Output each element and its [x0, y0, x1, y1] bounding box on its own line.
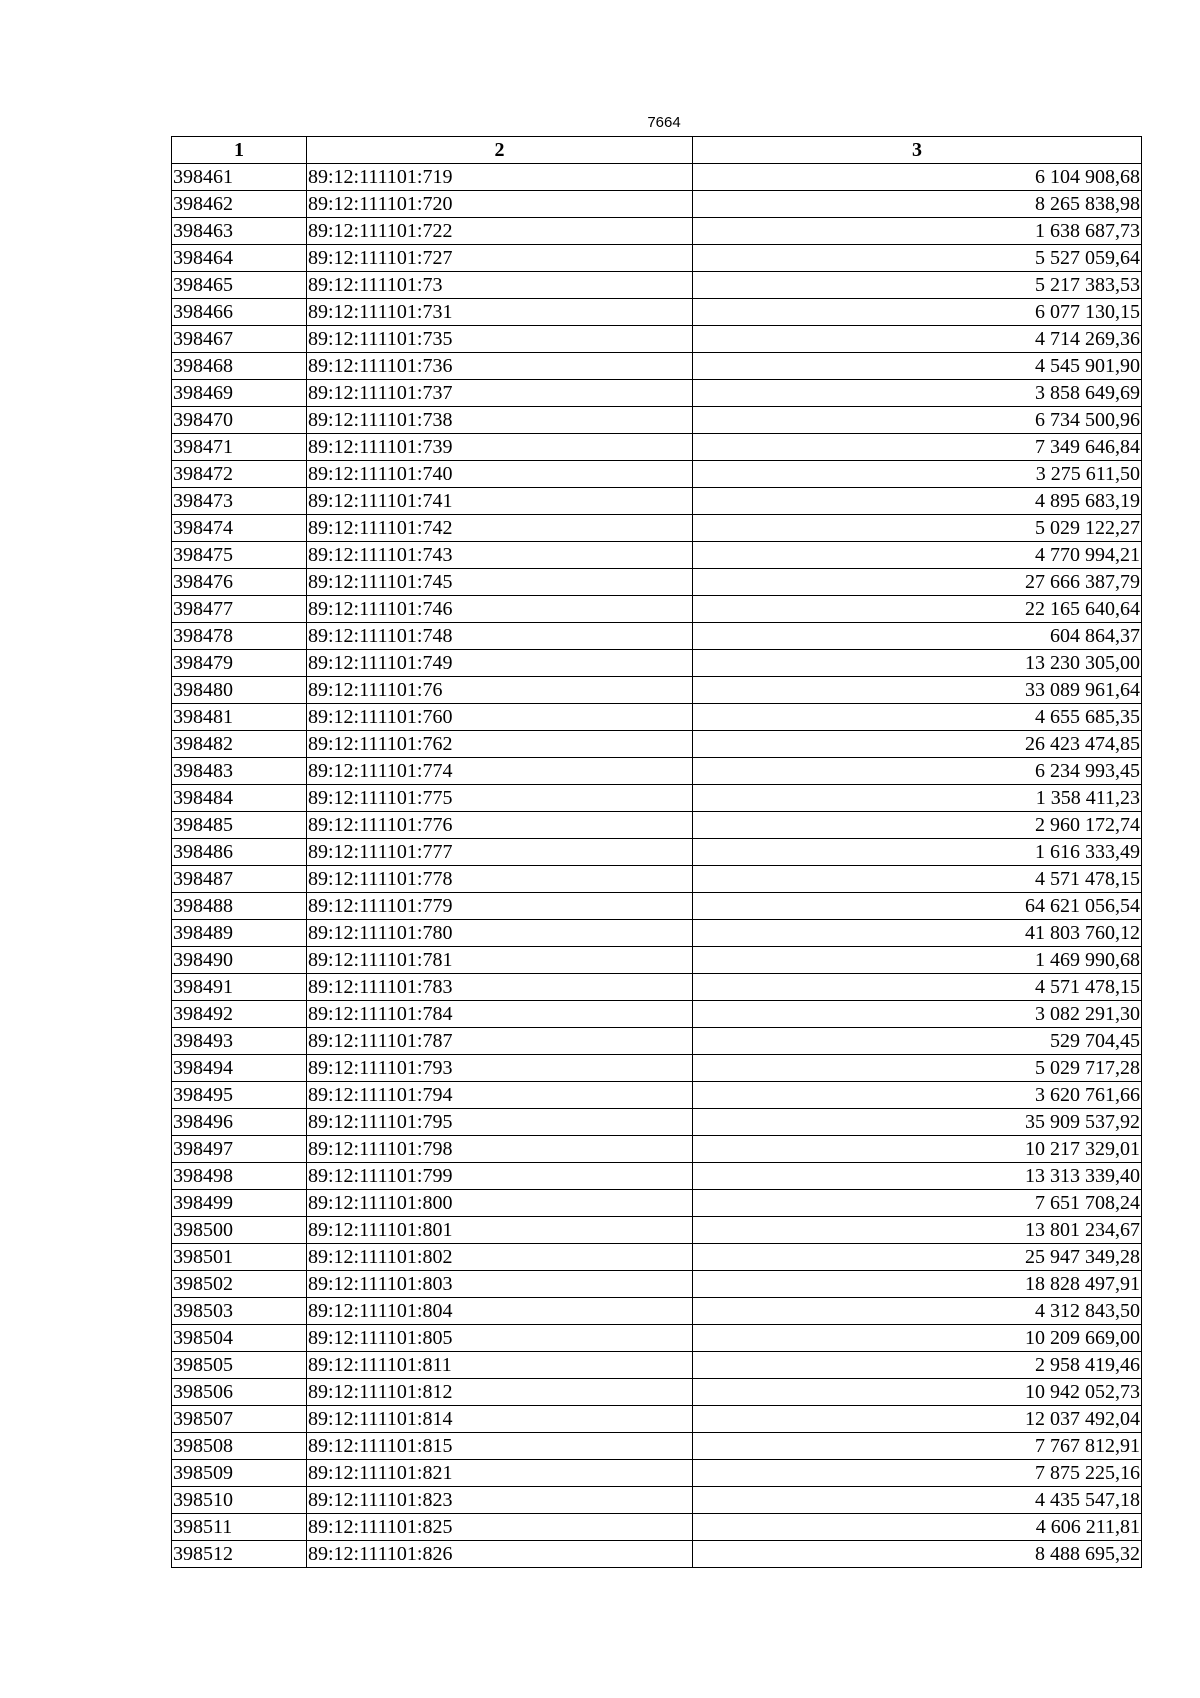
row-number-cell: 398467 — [172, 326, 307, 353]
cadastral-number-cell: 89:12:111101:719 — [307, 164, 693, 191]
table-row — [172, 542, 1142, 569]
cadastral-number-cell: 89:12:111101:825 — [307, 1514, 693, 1541]
cadastral-number-cell: 89:12:111101:795 — [307, 1109, 693, 1136]
table-row — [172, 947, 1142, 974]
table-row — [172, 677, 1142, 704]
cadastral-number-cell: 89:12:111101:801 — [307, 1217, 693, 1244]
value-cell: 18 828 497,91 — [693, 1271, 1142, 1298]
table-row — [172, 731, 1142, 758]
table-row — [172, 812, 1142, 839]
row-number-cell: 398509 — [172, 1460, 307, 1487]
table-row — [172, 785, 1142, 812]
table-row — [172, 1460, 1142, 1487]
table-row — [172, 569, 1142, 596]
row-number-cell: 398500 — [172, 1217, 307, 1244]
cadastral-number-cell: 89:12:111101:737 — [307, 380, 693, 407]
row-number-cell: 398510 — [172, 1487, 307, 1514]
cadastral-number-cell: 89:12:111101:823 — [307, 1487, 693, 1514]
row-number-cell: 398493 — [172, 1028, 307, 1055]
table-row — [172, 407, 1142, 434]
value-cell: 4 545 901,90 — [693, 353, 1142, 380]
row-number-cell: 398461 — [172, 164, 307, 191]
cadastral-number-cell: 89:12:111101:804 — [307, 1298, 693, 1325]
row-number-cell: 398485 — [172, 812, 307, 839]
row-number-cell: 398481 — [172, 704, 307, 731]
cadastral-number-cell: 89:12:111101:812 — [307, 1379, 693, 1406]
table-row — [172, 191, 1142, 218]
row-number-cell: 398504 — [172, 1325, 307, 1352]
cadastral-number-cell: 89:12:111101:803 — [307, 1271, 693, 1298]
column-header-2: 2 — [307, 137, 693, 164]
cadastral-number-cell: 89:12:111101:722 — [307, 218, 693, 245]
row-number-cell: 398490 — [172, 947, 307, 974]
value-cell: 5 029 717,28 — [693, 1055, 1142, 1082]
row-number-cell: 398491 — [172, 974, 307, 1001]
cadastral-number-cell: 89:12:111101:800 — [307, 1190, 693, 1217]
cadastral-number-cell: 89:12:111101:76 — [307, 677, 693, 704]
table-row — [172, 893, 1142, 920]
value-cell: 25 947 349,28 — [693, 1244, 1142, 1271]
table-row — [172, 623, 1142, 650]
value-cell: 4 571 478,15 — [693, 866, 1142, 893]
table-row — [172, 218, 1142, 245]
cadastral-number-cell: 89:12:111101:745 — [307, 569, 693, 596]
value-cell: 1 638 687,73 — [693, 218, 1142, 245]
value-cell: 7 875 225,16 — [693, 1460, 1142, 1487]
cadastral-number-cell: 89:12:111101:780 — [307, 920, 693, 947]
value-cell: 12 037 492,04 — [693, 1406, 1142, 1433]
value-cell: 27 666 387,79 — [693, 569, 1142, 596]
value-cell: 1 616 333,49 — [693, 839, 1142, 866]
row-number-cell: 398488 — [172, 893, 307, 920]
value-cell: 7 767 812,91 — [693, 1433, 1142, 1460]
table-row — [172, 1541, 1142, 1568]
table-row — [172, 1217, 1142, 1244]
registry-table — [171, 136, 1142, 1568]
cadastral-number-cell: 89:12:111101:799 — [307, 1163, 693, 1190]
value-cell: 4 571 478,15 — [693, 974, 1142, 1001]
value-cell: 22 165 640,64 — [693, 596, 1142, 623]
value-cell: 1 469 990,68 — [693, 947, 1142, 974]
table-row — [172, 164, 1142, 191]
cadastral-number-cell: 89:12:111101:743 — [307, 542, 693, 569]
value-cell: 64 621 056,54 — [693, 893, 1142, 920]
value-cell: 13 801 234,67 — [693, 1217, 1142, 1244]
value-cell: 10 217 329,01 — [693, 1136, 1142, 1163]
row-number-cell: 398477 — [172, 596, 307, 623]
cadastral-number-cell: 89:12:111101:774 — [307, 758, 693, 785]
table-row — [172, 1244, 1142, 1271]
row-number-cell: 398503 — [172, 1298, 307, 1325]
cadastral-number-cell: 89:12:111101:811 — [307, 1352, 693, 1379]
page-number: 7664 — [647, 114, 681, 131]
value-cell: 2 960 172,74 — [693, 812, 1142, 839]
value-cell: 41 803 760,12 — [693, 920, 1142, 947]
cadastral-number-cell: 89:12:111101:821 — [307, 1460, 693, 1487]
cadastral-number-cell: 89:12:111101:798 — [307, 1136, 693, 1163]
cadastral-number-cell: 89:12:111101:738 — [307, 407, 693, 434]
row-number-cell: 398473 — [172, 488, 307, 515]
table-row — [172, 866, 1142, 893]
row-number-cell: 398495 — [172, 1082, 307, 1109]
table-row — [172, 1163, 1142, 1190]
table-row — [172, 245, 1142, 272]
table-row — [172, 488, 1142, 515]
cadastral-number-cell: 89:12:111101:784 — [307, 1001, 693, 1028]
cadastral-number-cell: 89:12:111101:776 — [307, 812, 693, 839]
row-number-cell: 398463 — [172, 218, 307, 245]
row-number-cell: 398507 — [172, 1406, 307, 1433]
table-row — [172, 1028, 1142, 1055]
table-row — [172, 1298, 1142, 1325]
table-row — [172, 1082, 1142, 1109]
value-cell: 13 230 305,00 — [693, 650, 1142, 677]
cadastral-number-cell: 89:12:111101:779 — [307, 893, 693, 920]
cadastral-number-cell: 89:12:111101:731 — [307, 299, 693, 326]
row-number-cell: 398506 — [172, 1379, 307, 1406]
cadastral-number-cell: 89:12:111101:748 — [307, 623, 693, 650]
value-cell: 8 265 838,98 — [693, 191, 1142, 218]
row-number-cell: 398471 — [172, 434, 307, 461]
table-row — [172, 461, 1142, 488]
row-number-cell: 398462 — [172, 191, 307, 218]
value-cell: 4 714 269,36 — [693, 326, 1142, 353]
value-cell: 7 651 708,24 — [693, 1190, 1142, 1217]
cadastral-number-cell: 89:12:111101:805 — [307, 1325, 693, 1352]
table-row — [172, 1055, 1142, 1082]
cadastral-number-cell: 89:12:111101:742 — [307, 515, 693, 542]
cadastral-number-cell: 89:12:111101:746 — [307, 596, 693, 623]
cadastral-number-cell: 89:12:111101:781 — [307, 947, 693, 974]
table-row — [172, 1325, 1142, 1352]
value-cell: 1 358 411,23 — [693, 785, 1142, 812]
table-row — [172, 299, 1142, 326]
cadastral-number-cell: 89:12:111101:760 — [307, 704, 693, 731]
row-number-cell: 398498 — [172, 1163, 307, 1190]
value-cell: 4 895 683,19 — [693, 488, 1142, 515]
row-number-cell: 398478 — [172, 623, 307, 650]
cadastral-number-cell: 89:12:111101:775 — [307, 785, 693, 812]
row-number-cell: 398482 — [172, 731, 307, 758]
table-row — [172, 596, 1142, 623]
row-number-cell: 398489 — [172, 920, 307, 947]
table-row — [172, 704, 1142, 731]
cadastral-number-cell: 89:12:111101:735 — [307, 326, 693, 353]
value-cell: 6 734 500,96 — [693, 407, 1142, 434]
value-cell: 3 620 761,66 — [693, 1082, 1142, 1109]
table-row — [172, 974, 1142, 1001]
table-row — [172, 1190, 1142, 1217]
table-row — [172, 434, 1142, 461]
cadastral-number-cell: 89:12:111101:739 — [307, 434, 693, 461]
table-row — [172, 650, 1142, 677]
value-cell: 4 655 685,35 — [693, 704, 1142, 731]
table-row — [172, 272, 1142, 299]
value-cell: 2 958 419,46 — [693, 1352, 1142, 1379]
row-number-cell: 398501 — [172, 1244, 307, 1271]
table-row — [172, 920, 1142, 947]
table-row — [172, 515, 1142, 542]
cadastral-number-cell: 89:12:111101:741 — [307, 488, 693, 515]
value-cell: 13 313 339,40 — [693, 1163, 1142, 1190]
value-cell: 604 864,37 — [693, 623, 1142, 650]
row-number-cell: 398496 — [172, 1109, 307, 1136]
cadastral-number-cell: 89:12:111101:740 — [307, 461, 693, 488]
value-cell: 3 082 291,30 — [693, 1001, 1142, 1028]
column-header-3: 3 — [693, 137, 1142, 164]
cadastral-number-cell: 89:12:111101:815 — [307, 1433, 693, 1460]
table-row — [172, 1352, 1142, 1379]
cadastral-number-cell: 89:12:111101:787 — [307, 1028, 693, 1055]
row-number-cell: 398512 — [172, 1541, 307, 1568]
row-number-cell: 398468 — [172, 353, 307, 380]
table-row — [172, 839, 1142, 866]
row-number-cell: 398469 — [172, 380, 307, 407]
table-row — [172, 1001, 1142, 1028]
cadastral-number-cell: 89:12:111101:762 — [307, 731, 693, 758]
row-number-cell: 398511 — [172, 1514, 307, 1541]
row-number-cell: 398464 — [172, 245, 307, 272]
value-cell: 5 217 383,53 — [693, 272, 1142, 299]
table-row — [172, 1433, 1142, 1460]
cadastral-number-cell: 89:12:111101:783 — [307, 974, 693, 1001]
row-number-cell: 398508 — [172, 1433, 307, 1460]
value-cell: 4 312 843,50 — [693, 1298, 1142, 1325]
cadastral-number-cell: 89:12:111101:777 — [307, 839, 693, 866]
cadastral-number-cell: 89:12:111101:826 — [307, 1541, 693, 1568]
value-cell: 4 435 547,18 — [693, 1487, 1142, 1514]
column-header-1: 1 — [172, 137, 307, 164]
cadastral-number-cell: 89:12:111101:814 — [307, 1406, 693, 1433]
cadastral-number-cell: 89:12:111101:749 — [307, 650, 693, 677]
value-cell: 7 349 646,84 — [693, 434, 1142, 461]
table-row — [172, 1379, 1142, 1406]
table-row — [172, 1406, 1142, 1433]
row-number-cell: 398486 — [172, 839, 307, 866]
value-cell: 3 275 611,50 — [693, 461, 1142, 488]
cadastral-number-cell: 89:12:111101:802 — [307, 1244, 693, 1271]
value-cell: 35 909 537,92 — [693, 1109, 1142, 1136]
row-number-cell: 398466 — [172, 299, 307, 326]
cadastral-number-cell: 89:12:111101:720 — [307, 191, 693, 218]
row-number-cell: 398505 — [172, 1352, 307, 1379]
table-body — [172, 164, 1142, 1568]
value-cell: 10 209 669,00 — [693, 1325, 1142, 1352]
cadastral-number-cell: 89:12:111101:778 — [307, 866, 693, 893]
value-cell: 10 942 052,73 — [693, 1379, 1142, 1406]
value-cell: 6 104 908,68 — [693, 164, 1142, 191]
row-number-cell: 398479 — [172, 650, 307, 677]
table-row — [172, 380, 1142, 407]
row-number-cell: 398499 — [172, 1190, 307, 1217]
row-number-cell: 398475 — [172, 542, 307, 569]
row-number-cell: 398474 — [172, 515, 307, 542]
row-number-cell: 398492 — [172, 1001, 307, 1028]
value-cell: 6 077 130,15 — [693, 299, 1142, 326]
table-row — [172, 758, 1142, 785]
table-row — [172, 1271, 1142, 1298]
value-cell: 5 527 059,64 — [693, 245, 1142, 272]
table-row — [172, 1109, 1142, 1136]
table-row — [172, 1514, 1142, 1541]
table-row — [172, 353, 1142, 380]
value-cell: 3 858 649,69 — [693, 380, 1142, 407]
cadastral-number-cell: 89:12:111101:794 — [307, 1082, 693, 1109]
row-number-cell: 398502 — [172, 1271, 307, 1298]
value-cell: 5 029 122,27 — [693, 515, 1142, 542]
cadastral-number-cell: 89:12:111101:727 — [307, 245, 693, 272]
row-number-cell: 398472 — [172, 461, 307, 488]
table-row — [172, 1487, 1142, 1514]
value-cell: 33 089 961,64 — [693, 677, 1142, 704]
table-row — [172, 326, 1142, 353]
row-number-cell: 398483 — [172, 758, 307, 785]
cadastral-number-cell: 89:12:111101:793 — [307, 1055, 693, 1082]
row-number-cell: 398465 — [172, 272, 307, 299]
row-number-cell: 398494 — [172, 1055, 307, 1082]
row-number-cell: 398484 — [172, 785, 307, 812]
value-cell: 8 488 695,32 — [693, 1541, 1142, 1568]
header-row — [172, 137, 1142, 164]
value-cell: 4 770 994,21 — [693, 542, 1142, 569]
row-number-cell: 398480 — [172, 677, 307, 704]
row-number-cell: 398487 — [172, 866, 307, 893]
row-number-cell: 398470 — [172, 407, 307, 434]
cadastral-number-cell: 89:12:111101:73 — [307, 272, 693, 299]
value-cell: 4 606 211,81 — [693, 1514, 1142, 1541]
row-number-cell: 398476 — [172, 569, 307, 596]
value-cell: 6 234 993,45 — [693, 758, 1142, 785]
cadastral-number-cell: 89:12:111101:736 — [307, 353, 693, 380]
table-row — [172, 1136, 1142, 1163]
table-header — [172, 137, 1142, 164]
value-cell: 26 423 474,85 — [693, 731, 1142, 758]
value-cell: 529 704,45 — [693, 1028, 1142, 1055]
row-number-cell: 398497 — [172, 1136, 307, 1163]
